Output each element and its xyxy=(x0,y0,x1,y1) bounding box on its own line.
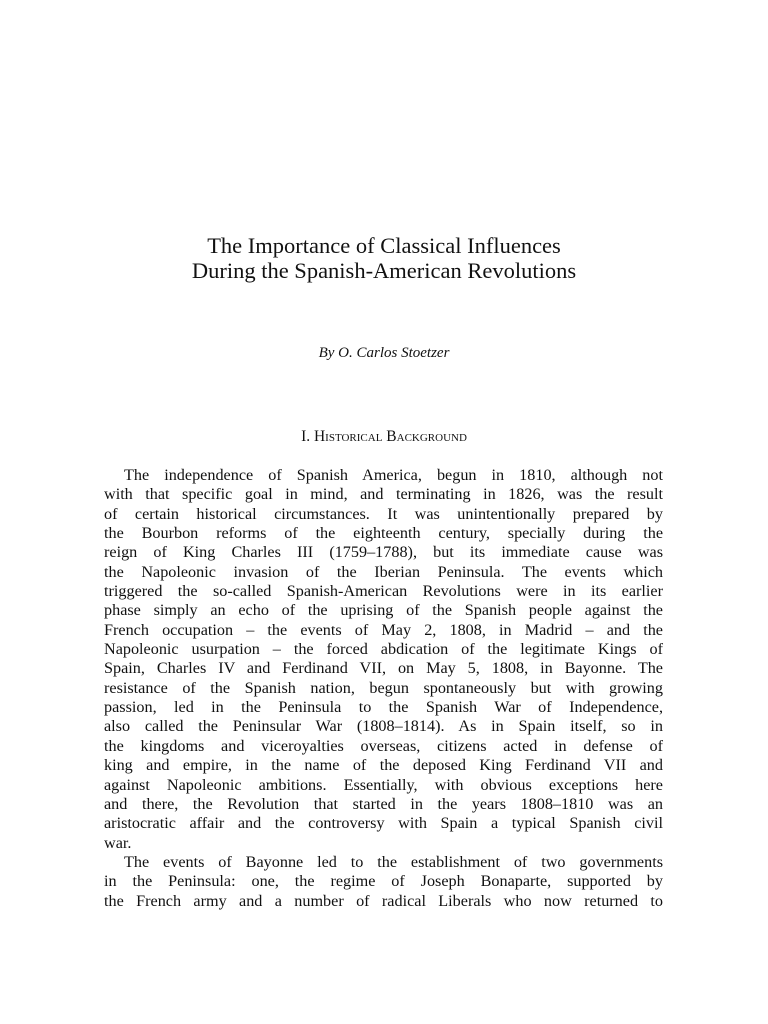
paragraph-line: against Napoleonic ambitions. Essentially, with obvious exceptions here xyxy=(104,775,663,794)
paragraph-line: the Bourbon reforms of the eighteenth century, specially during the xyxy=(104,524,663,543)
paragraph-line: Spain, Charles IV and Ferdinand VII, on May 5, 1808, in Bayonne. The xyxy=(104,659,663,678)
paragraph-line: triggered the so-called Spanish-American Revolutions were in its earlier xyxy=(104,582,663,601)
paragraph-line: king and empire, in the name of the deposed King Ferdinand VII and xyxy=(104,756,663,775)
paragraph-line: of certain historical circumstances. It was unintentionally prepared by xyxy=(104,504,663,523)
paragraph-line: in the Peninsula: one, the regime of Joseph Bonaparte, supported by xyxy=(104,872,663,891)
paragraph-line: passion, led in the Peninsula to the Spanish War of Independence, xyxy=(104,698,663,717)
paragraph-line: Napoleonic usurpation – the forced abdication of the legitimate Kings of xyxy=(104,640,663,659)
body-text xyxy=(104,466,663,911)
paragraph-line: the kingdoms and viceroyalties overseas, citizens acted in defense of xyxy=(104,736,663,755)
paragraph-line: resistance of the Spanish nation, begun spontaneously but with growing xyxy=(104,678,663,697)
paragraph-line: The independence of Spanish America, begun in 1810, although not xyxy=(124,466,663,484)
paragraph-line: phase simply an echo of the uprising of the Spanish people against the xyxy=(104,601,663,620)
paragraph-line: the French army and a number of radical Liberals who now returned to xyxy=(104,891,663,910)
paragraph-line: with that specific goal in mind, and terminating in 1826, was the result xyxy=(104,485,663,504)
paragraph-line: aristocratic affair and the controversy with Spain a typical Spanish civil xyxy=(104,814,663,833)
paragraph-line: The events of Bayonne led to the establishment of two governments xyxy=(124,852,663,871)
section-heading: I. Historical Background xyxy=(301,428,467,445)
paragraph-line: French occupation – the events of May 2, 1808, in Madrid – and the xyxy=(104,620,663,639)
paragraph-line: war. xyxy=(104,833,132,852)
paragraph-line: also called the Peninsular War (1808–1814). As in Spain itself, so in xyxy=(104,717,663,736)
title-line-2: During the Spanish-American Revolutions xyxy=(191,258,577,283)
paragraph-line: the Napoleonic invasion of the Iberian Peninsula. The events which xyxy=(104,562,663,581)
paragraph-line: and there, the Revolution that started in the years 1808–1810 was an xyxy=(104,794,663,813)
author-byline: By O. Carlos Stoetzer xyxy=(318,345,450,361)
title-line-1: The Importance of Classical Influences xyxy=(207,233,561,258)
paragraph-line: reign of King Charles III (1759–1788), but its immediate cause was xyxy=(104,543,663,562)
